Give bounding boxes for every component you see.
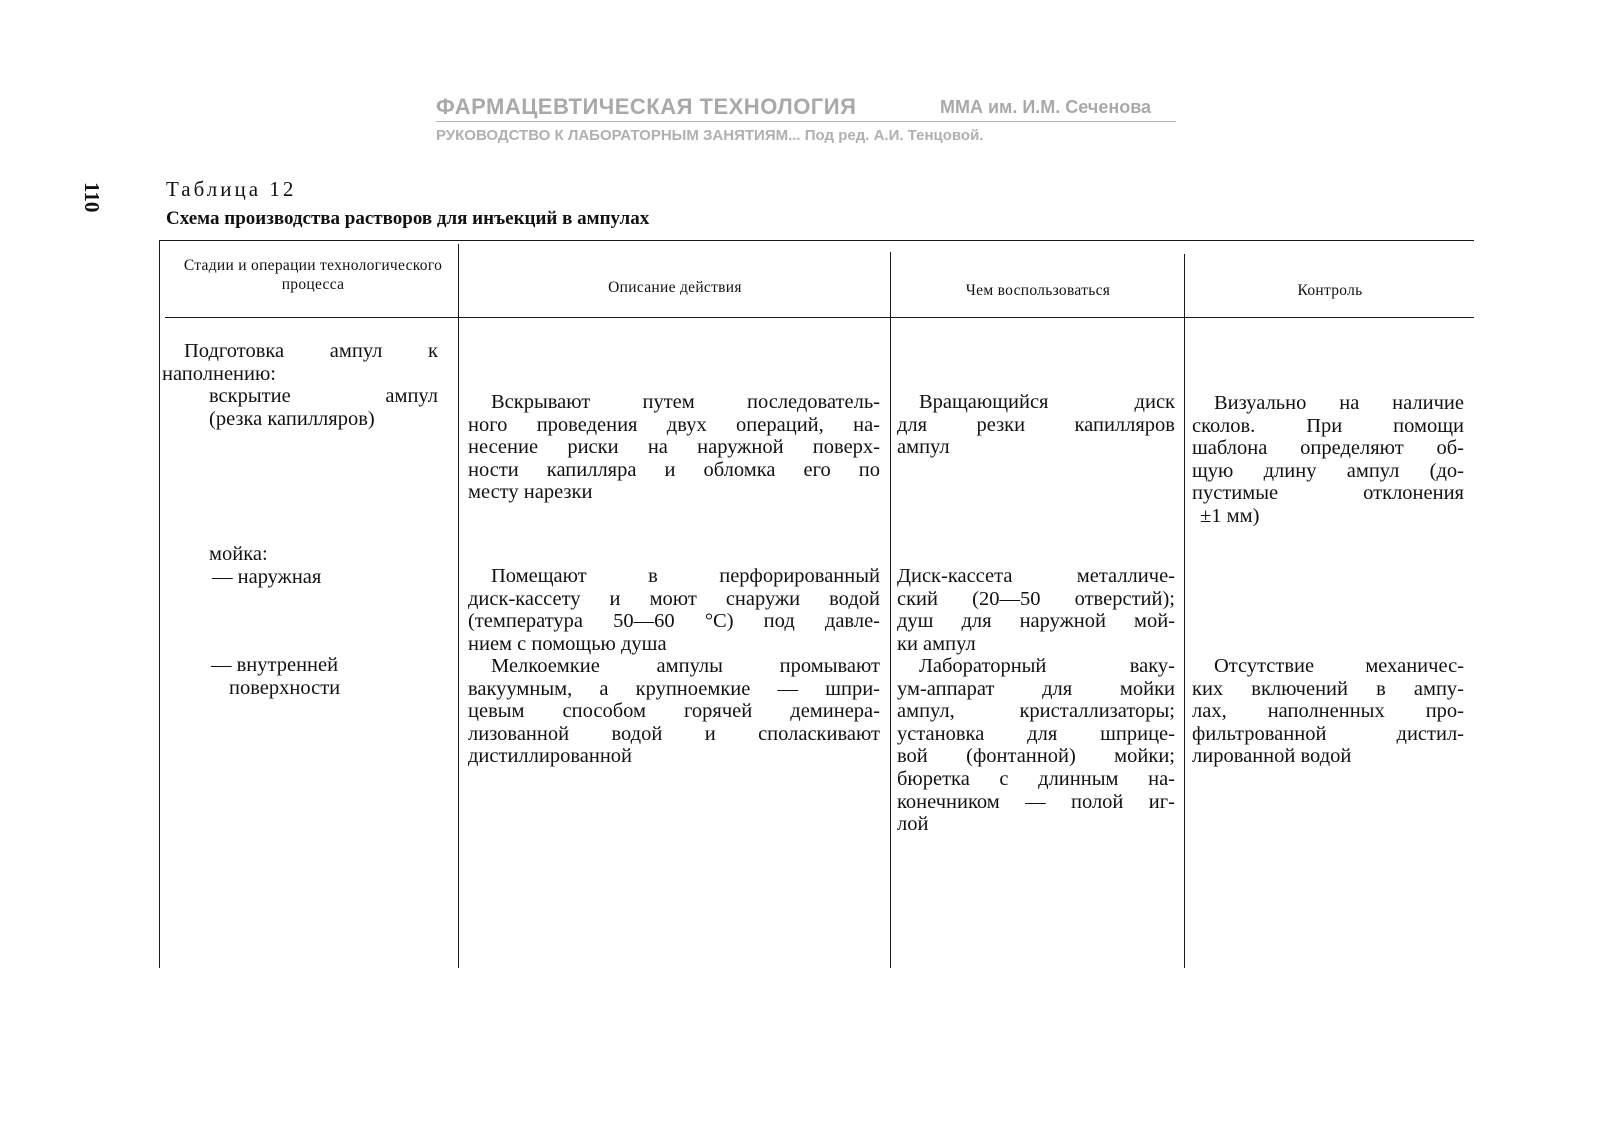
tools-line: Диск-кассета металличе- <box>897 565 1175 587</box>
tools-line: вой (фонтанной) мойки; <box>897 745 1175 768</box>
column-header-stages-text: Стадии и операции технологического процесса <box>183 257 443 293</box>
description-line: ности капилляра и обломка его по <box>468 458 880 481</box>
control-line: шаблона определяют об- <box>1192 437 1464 460</box>
control-line: Отсутствие механичес- <box>1214 655 1464 677</box>
control-line: сколов. При помощи <box>1192 414 1464 437</box>
control-line: лах, наполненных про- <box>1192 700 1464 723</box>
description-internal <box>468 655 880 768</box>
description-line: нием с помощью душа <box>468 632 667 655</box>
control-line: Визуально на наличие <box>1214 392 1464 414</box>
watermark-book-title: ФАРМАЦЕВТИЧЕСКАЯ ТЕХНОЛОГИЯ <box>436 94 857 119</box>
stage-washing-external <box>212 566 321 589</box>
tools-line: лой <box>897 813 929 836</box>
tools-line: ампул, кристаллизаторы; <box>897 700 1175 723</box>
control-line: лированной водой <box>1192 745 1352 768</box>
column-header-control: Контроль <box>1297 282 1363 299</box>
stage-internal-line2: поверхности <box>229 676 341 699</box>
tools-line: для резки капилляров <box>897 413 1175 436</box>
control-line: ких включений в ампу- <box>1192 677 1464 700</box>
column-header-stages <box>168 256 458 294</box>
watermark-institution: ММА им. И.М. Сеченова <box>940 97 1152 117</box>
description-line: несение риски на наружной поверх- <box>468 436 880 459</box>
stage-main-line1: Подготовка ампул к <box>184 340 438 362</box>
description-line: цевым способом горячей деминера- <box>468 700 880 723</box>
header-bottom-rule <box>165 317 1474 318</box>
tools-line: ум-аппарат для мойки <box>897 677 1175 700</box>
description-line: Помещают в перфорированный <box>491 565 880 587</box>
description-line: (температура 50—60 °С) под давле- <box>468 610 880 633</box>
tools-line: душ для наружной мой- <box>897 610 1175 633</box>
description-line: Мелкоемкие ампулы промывают <box>491 655 880 677</box>
control-line: ±1 мм) <box>1200 504 1260 527</box>
table-top-rule <box>160 240 1474 241</box>
stage-ampoule-preparation <box>162 340 438 385</box>
watermark-subtitle: РУКОВОДСТВО К ЛАБОРАТОРНЫМ ЗАНЯТИЯМ... Под ред. А.И. Тенцовой. <box>436 127 984 144</box>
description-line: месту нарезки <box>468 481 593 504</box>
description-line: диск-кассету и моют снаружи водой <box>468 587 880 610</box>
stage-opening-line2: (резка капилляров) <box>209 407 375 430</box>
stage-opening <box>209 385 438 430</box>
description-external <box>468 565 880 655</box>
description-line: Вскрывают путем последователь- <box>491 391 880 413</box>
control-line: щую длину ампул (до- <box>1192 459 1464 482</box>
description-line: лизованной водой и споласкивают <box>468 722 880 745</box>
tools-line: Лабораторный ваку- <box>919 655 1175 677</box>
tools-line: ский (20—50 отверстий); <box>897 587 1175 610</box>
column-header-tools: Чем воспользоваться <box>965 282 1111 299</box>
description-line: ного проведения двух операций, на- <box>468 413 880 436</box>
table-left-border <box>159 240 160 968</box>
tools-line: Вращающийся диск <box>919 391 1175 413</box>
table-title: Схема производства растворов для инъекций в ампулах <box>166 208 650 229</box>
tools-opening <box>897 391 1175 459</box>
column-divider-2 <box>890 252 891 968</box>
stage-opening-line1: вскрытие ампул <box>209 385 438 407</box>
tools-line: бюретка с длинным на- <box>897 767 1175 790</box>
tools-external <box>897 565 1175 655</box>
control-internal <box>1192 655 1464 768</box>
stage-washing-internal <box>211 654 340 699</box>
stage-washing-label: мойка: <box>209 543 268 565</box>
tools-internal <box>897 655 1175 836</box>
tools-line: установка для шприце- <box>897 722 1175 745</box>
page-number: 110 <box>80 182 104 213</box>
control-opening <box>1192 392 1464 528</box>
watermark-rule <box>436 121 1176 122</box>
tools-line: конечником — полой иг- <box>897 790 1175 813</box>
column-divider-1 <box>458 244 459 968</box>
stage-internal-line1: — внутренней <box>211 654 339 676</box>
description-line: вакуумным, а крупноемкие — шпри- <box>468 677 880 700</box>
tools-line: ки ампул <box>897 632 976 655</box>
description-opening <box>468 391 880 504</box>
tools-line: ампул <box>897 436 950 459</box>
column-divider-3 <box>1184 254 1185 968</box>
control-line: пустимые отклонения <box>1192 482 1464 505</box>
table-label: Таблица 12 <box>166 177 297 201</box>
stage-external-label: — наружная <box>212 566 322 588</box>
control-line: фильтрованной дистил- <box>1192 722 1464 745</box>
stage-washing <box>209 543 268 566</box>
column-header-description: Описание действия <box>608 279 742 296</box>
stage-main-line2: наполнению: <box>162 362 277 385</box>
description-line: дистиллированной <box>468 745 633 768</box>
